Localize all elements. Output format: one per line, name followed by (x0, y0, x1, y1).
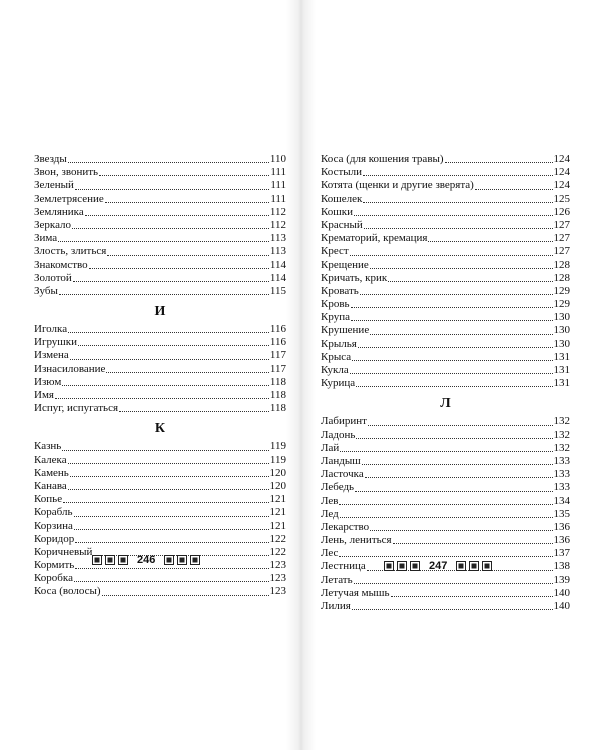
index-term: Зима (34, 232, 58, 245)
dot-leader (55, 390, 269, 399)
index-entry (321, 206, 570, 219)
index-entry (321, 232, 570, 245)
index-entry (34, 389, 286, 402)
index-term: Курица (321, 377, 356, 390)
index-page-number: 118 (269, 375, 286, 388)
index-page-number: 119 (269, 440, 286, 453)
index-entry (321, 166, 570, 179)
index-entry (321, 179, 570, 192)
index-page-number: 122 (269, 532, 286, 545)
index-term: Коридор (34, 532, 75, 545)
dot-leader (68, 481, 269, 490)
dot-leader (350, 247, 553, 256)
left-page-index (34, 153, 286, 599)
index-term: Знакомство (34, 258, 88, 271)
index-entry (34, 206, 286, 219)
index-page-number: 113 (269, 232, 286, 245)
index-term: Крушение (321, 324, 370, 337)
index-page-number: 133 (553, 481, 570, 494)
index-page-number: 127 (553, 245, 570, 258)
index-page-number: 110 (269, 153, 286, 165)
dot-leader (340, 509, 553, 518)
dot-leader (68, 455, 269, 464)
index-entry (34, 272, 286, 285)
index-entry (321, 324, 570, 337)
index-entry (34, 454, 286, 467)
index-term: Ласточка (321, 468, 364, 481)
index-page-number: 116 (269, 336, 286, 349)
dot-leader (428, 233, 552, 242)
index-entry (34, 533, 286, 546)
index-entry (321, 193, 570, 206)
dot-leader (356, 430, 552, 439)
index-entry (321, 534, 570, 547)
index-term: Звезды (34, 153, 67, 165)
page-number: 247 (429, 560, 448, 572)
index-page-number: 121 (269, 506, 286, 519)
dot-leader (364, 220, 553, 229)
index-term: Камень (34, 466, 69, 479)
index-entry (34, 219, 286, 232)
dot-leader (354, 207, 553, 216)
index-entry (34, 440, 286, 453)
index-term: Костыли (321, 166, 363, 179)
index-term: Лай (321, 441, 340, 454)
ornament-icon (92, 555, 128, 565)
index-entry (321, 442, 570, 455)
index-term: Кукла (321, 364, 349, 376)
dot-leader (355, 483, 552, 492)
index-term: Канава (34, 479, 67, 492)
dot-leader (370, 326, 552, 335)
index-page-number: 111 (270, 166, 286, 179)
index-entry (34, 402, 286, 415)
index-page-number: 123 (269, 559, 286, 572)
dot-leader (72, 220, 269, 229)
dot-leader (388, 273, 552, 282)
index-entry (34, 376, 286, 389)
index-page-number: 120 (269, 479, 286, 492)
index-entry (321, 338, 570, 351)
section-letter-heading: К (154, 421, 166, 437)
index-entry (34, 166, 286, 179)
dot-leader (62, 377, 269, 386)
index-term: Земляника (34, 205, 84, 218)
left-page-folio (92, 554, 200, 566)
index-entry (34, 480, 286, 493)
dot-leader (445, 154, 553, 163)
index-term: Золотой (34, 271, 72, 284)
index-page-number: 132 (553, 415, 570, 428)
index-term: Кошки (321, 205, 353, 218)
index-term: Кричать, крик (321, 271, 388, 284)
index-page-number: 137 (553, 547, 570, 560)
index-entry (34, 506, 286, 519)
dot-leader (75, 534, 268, 543)
index-entry (321, 272, 570, 285)
index-page-number: 130 (553, 311, 570, 324)
dot-leader (107, 247, 269, 256)
dot-leader (89, 260, 269, 269)
index-section (34, 301, 286, 415)
dot-leader (370, 260, 553, 269)
index-term: Кровать (321, 284, 359, 297)
index-term: Землетрясение (34, 192, 104, 205)
index-entry (321, 245, 570, 258)
dot-leader (370, 522, 552, 531)
index-page-number: 135 (553, 507, 570, 520)
dot-leader (340, 443, 552, 452)
index-entry (34, 363, 286, 376)
index-page-number: 118 (269, 402, 286, 415)
dot-leader (363, 194, 552, 203)
index-term: Лед (321, 507, 339, 520)
index-term: Игрушки (34, 336, 78, 349)
index-page-number: 130 (553, 337, 570, 350)
index-term: Коричневый (34, 545, 93, 558)
index-term: Испуг, испугаться (34, 402, 119, 415)
index-page-number: 126 (553, 205, 570, 218)
dot-leader (354, 575, 553, 584)
ornament-icon (164, 555, 200, 565)
index-entry (321, 311, 570, 324)
index-page-number: 127 (553, 232, 570, 245)
index-entry (321, 351, 570, 364)
index-entry (34, 179, 286, 192)
dot-leader (74, 573, 269, 582)
index-page-number: 116 (269, 323, 286, 336)
index-entry (321, 521, 570, 534)
index-term: Ладонь (321, 428, 356, 441)
dot-leader (62, 442, 269, 451)
dot-leader (68, 154, 269, 163)
index-term: Коса (волосы) (34, 585, 101, 598)
index-entry (34, 232, 286, 245)
index-term: Иголка (34, 323, 68, 336)
dot-leader (70, 351, 269, 360)
index-term: Зеленый (34, 179, 74, 192)
index-page-number: 132 (553, 428, 570, 441)
index-entry (321, 219, 570, 232)
index-term: Крематорий, кремация (321, 232, 428, 245)
dot-leader (393, 535, 553, 544)
index-term: Лилия (321, 600, 351, 612)
index-term: Кошелек (321, 192, 363, 205)
index-page-number: 128 (553, 258, 570, 271)
index-term: Корабль (34, 506, 73, 519)
index-page-number: 117 (269, 349, 286, 362)
dot-leader (365, 469, 553, 478)
index-term: Лекарство (321, 520, 370, 533)
index-entry (321, 415, 570, 428)
index-entry (34, 323, 286, 336)
index-term: Корзина (34, 519, 73, 532)
index-entry (321, 298, 570, 311)
dot-leader (368, 417, 553, 426)
index-page-number: 112 (269, 205, 286, 218)
page-number: 246 (137, 554, 156, 566)
index-term: Изнасилование (34, 362, 106, 375)
index-term: Крылья (321, 337, 357, 350)
index-page-number: 120 (269, 466, 286, 479)
index-term: Калека (34, 453, 67, 466)
dot-leader (339, 548, 552, 557)
index-page-number: 128 (553, 271, 570, 284)
index-term: Коса (для кошения травы) (321, 153, 444, 165)
index-page-number: 118 (269, 389, 286, 401)
dot-leader (99, 167, 269, 176)
index-page-number: 136 (553, 520, 570, 533)
index-term: Крыса (321, 350, 352, 363)
index-page-number: 129 (553, 298, 570, 311)
index-term: Имя (34, 389, 54, 401)
index-page-number: 140 (553, 600, 570, 612)
index-entry (34, 467, 286, 480)
index-page-number: 121 (269, 519, 286, 532)
index-term: Измена (34, 349, 69, 362)
index-entry (321, 495, 570, 508)
index-page-number: 130 (553, 324, 570, 337)
index-section (321, 393, 570, 613)
index-page-number: 119 (269, 453, 286, 466)
index-term: Лень, лениться (321, 534, 392, 547)
dot-leader (58, 233, 269, 242)
dot-leader (63, 494, 268, 503)
index-entry (321, 285, 570, 298)
dot-leader (363, 167, 552, 176)
dot-leader (74, 521, 269, 530)
index-entry (321, 547, 570, 560)
index-page-number: 131 (553, 364, 570, 376)
index-entry (34, 153, 286, 166)
index-term: Лес (321, 547, 339, 560)
index-term: Копье (34, 493, 63, 506)
index-page-number: 139 (553, 573, 570, 586)
index-page-number: 111 (270, 179, 286, 192)
index-entry (321, 153, 570, 166)
dot-leader (70, 468, 269, 477)
index-page-number: 131 (553, 350, 570, 363)
dot-leader (475, 181, 553, 190)
dot-leader (356, 378, 552, 387)
index-page-number: 124 (553, 179, 570, 192)
index-page-number: 136 (553, 534, 570, 547)
index-term: Ландыш (321, 454, 361, 467)
dot-leader (75, 181, 269, 190)
index-entry (321, 468, 570, 481)
dot-leader (350, 365, 553, 374)
index-entry (34, 349, 286, 362)
index-page-number: 123 (269, 585, 286, 598)
index-term: Коробка (34, 572, 73, 585)
index-term: Красный (321, 218, 363, 231)
index-term: Звон, звонить (34, 166, 99, 179)
index-page-number: 123 (269, 572, 286, 585)
index-entry (34, 336, 286, 349)
dot-leader (351, 312, 553, 321)
index-page-number: 129 (553, 284, 570, 297)
index-page-number: 114 (269, 271, 286, 284)
index-entry (321, 600, 570, 613)
dot-leader (106, 364, 269, 373)
index-term: Казнь (34, 440, 62, 453)
index-page-number: 134 (553, 494, 570, 507)
index-entry (34, 493, 286, 506)
index-page-number: 113 (269, 245, 286, 258)
index-page-number: 124 (553, 166, 570, 179)
index-page-number: 112 (269, 218, 286, 231)
index-term: Лабиринт (321, 415, 367, 428)
index-entry (321, 574, 570, 587)
dot-leader (352, 352, 552, 361)
index-term: Изюм (34, 375, 62, 388)
dot-leader (78, 337, 269, 346)
index-section (321, 153, 570, 390)
index-entry (34, 520, 286, 533)
dot-leader (360, 286, 553, 295)
index-page-number: 121 (269, 493, 286, 506)
index-page-number: 127 (553, 218, 570, 231)
right-page-folio (384, 560, 492, 572)
index-entry (321, 429, 570, 442)
index-page-number: 117 (269, 362, 286, 375)
index-page-number: 111 (270, 192, 286, 205)
index-page-number: 138 (553, 560, 570, 573)
index-entry (321, 481, 570, 494)
index-page-number: 131 (553, 377, 570, 390)
index-page-number: 133 (553, 468, 570, 481)
index-section (34, 153, 286, 298)
dot-leader (391, 588, 553, 597)
dot-leader (358, 339, 553, 348)
index-section (34, 418, 286, 598)
index-entry (34, 193, 286, 206)
index-page-number: 122 (269, 545, 286, 558)
index-term: Крест (321, 245, 349, 258)
dot-leader (119, 403, 269, 412)
index-page-number: 125 (553, 192, 570, 205)
index-page-number: 140 (553, 586, 570, 599)
index-entry (321, 587, 570, 600)
dot-leader (351, 299, 553, 308)
index-page-number: 124 (553, 153, 570, 165)
index-page-number: 133 (553, 454, 570, 467)
index-entry (321, 455, 570, 468)
index-entry (34, 285, 286, 298)
ornament-icon (456, 561, 492, 571)
index-term: Зубы (34, 284, 58, 297)
index-entry (34, 259, 286, 272)
dot-leader (68, 324, 269, 333)
index-term: Крупа (321, 311, 350, 324)
index-entry (321, 508, 570, 521)
dot-leader (74, 508, 269, 517)
index-term: Лебедь (321, 481, 355, 494)
dot-leader (102, 587, 269, 596)
index-term: Кровь (321, 298, 350, 311)
index-term: Злость, злиться (34, 245, 107, 258)
index-term: Лев (321, 494, 339, 507)
index-page-number: 115 (269, 284, 286, 297)
index-term: Крещение (321, 258, 369, 271)
dot-leader (339, 496, 552, 505)
section-letter-heading: Л (440, 396, 451, 412)
dot-leader (362, 456, 553, 465)
index-page-number: 114 (269, 258, 286, 271)
right-page-index (321, 153, 570, 613)
ornament-icon (384, 561, 420, 571)
book-gutter (286, 0, 316, 750)
dot-leader (105, 194, 270, 203)
index-entry (34, 572, 286, 585)
index-term: Котята (щенки и другие зверята) (321, 179, 474, 192)
dot-leader (59, 286, 269, 295)
dot-leader (85, 207, 269, 216)
dot-leader (352, 601, 553, 610)
index-term: Летать (321, 573, 353, 586)
index-entry (321, 259, 570, 272)
index-entry (34, 585, 286, 598)
index-term: Кормить (34, 559, 75, 572)
index-term: Летучая мышь (321, 586, 390, 599)
index-term: Зеркало (34, 218, 72, 231)
index-page-number: 132 (553, 441, 570, 454)
section-letter-heading: И (154, 304, 166, 320)
index-entry (321, 377, 570, 390)
index-entry (34, 245, 286, 258)
dot-leader (73, 273, 269, 282)
index-entry (321, 364, 570, 377)
index-term: Лестница (321, 560, 366, 573)
